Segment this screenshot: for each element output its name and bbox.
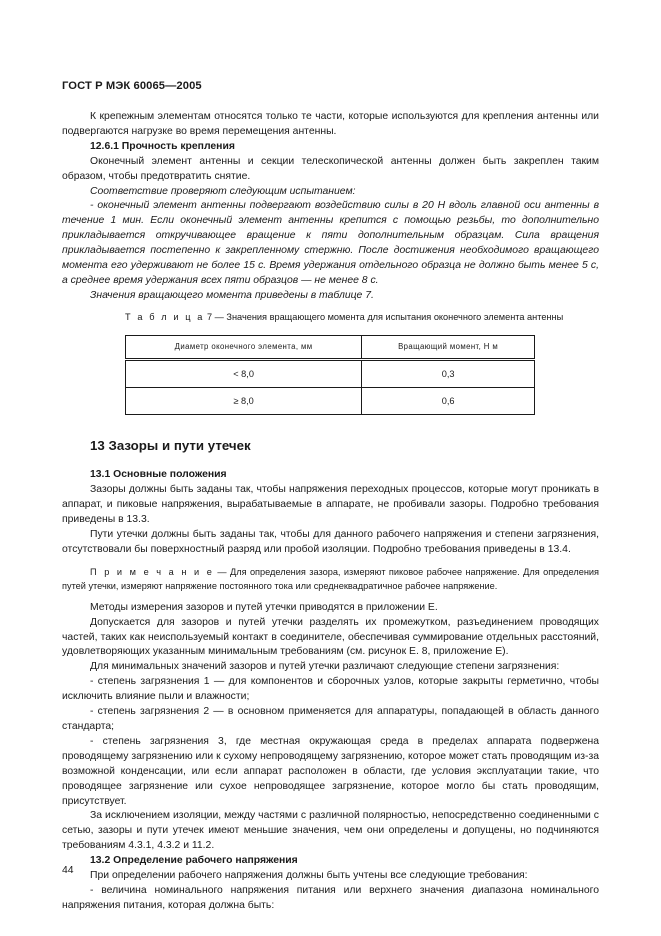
table-caption-text: 7 — Значения вращающего момента для испытания оконечного элемента антенны (204, 311, 564, 322)
paragraph: Значения вращающего момента приведены в таблице 7. (90, 289, 374, 301)
paragraph: К крепежным элементам относятся только те части, которые используются для крепления антенны или подвергаются нагрузке во время перемещения антенны. (62, 111, 599, 137)
paragraph: Оконечный элемент антенны и секции телескопической антенны должен быть закреплен таким образом, чтобы предотвратить снятие. (62, 155, 599, 182)
torque-table (125, 335, 535, 415)
table-header-diameter: Диаметр оконечного элемента, мм (126, 336, 362, 360)
paragraph: Зазоры должны быть заданы так, чтобы напряжения переходных процессов, которые могут проникать в аппарат, и пиковые напряжения, вырабатываемые в аппарате, не пробивали зазоры. Подробно требования приведены в 13.3. (62, 484, 599, 525)
section-heading-12-6-1: 12.6.1 Прочность крепления (90, 140, 235, 152)
paragraph: - степень загрязнения 1 — для компонентов и сборочных узлов, которые закрыты герметично, чтобы исключить влияние пыли и влажности; (62, 676, 599, 703)
paragraph: Для минимальных значений зазоров и путей утечки различают следующие степени загрязнения: (90, 661, 560, 673)
note (62, 565, 599, 593)
paragraph: - оконечный элемент антенны подвергают воздействию силы в 20 Н вдоль главной оси антенны в течение 1 мин. Если оконечный элемент антенны крепится с помощью резьбы, то дополнительно прикладывается откручивающее вращение к пяти дополнительным образцам. Сила вращения прикладывается постепенно к закрепленному стержню. После достижения необходимого вращающего момента его удерживают не более 15 с. Время удержания отдельного образца не должно быть менее 5 с, а среднее время удержания всех пяти образцов — не менее 8 с. (62, 200, 599, 286)
table-caption (125, 311, 599, 324)
paragraph: Соответствие проверяют следующим испытанием: (90, 185, 356, 197)
document-header: ГОСТ Р МЭК 60065—2005 (62, 80, 202, 92)
table-cell: ≥ 8,0 (126, 388, 362, 415)
table-header-torque: Вращающий момент, Н м (362, 336, 535, 360)
paragraph: - величина номинального напряжения питания или верхнего значения диапазона номинального напряжения питания, которая должна быть: (62, 884, 599, 911)
table-row (126, 360, 535, 388)
paragraph: За исключением изоляции, между частями с различной полярностью, непосредственно соединенными с сетью, зазоры и пути утечек имеют меньшие значения, чем они определены и допущены, но подчиняются требованиям 4.3.1, 4.3.2 и 11.2. (62, 810, 599, 852)
table-cell: 0,3 (362, 360, 535, 388)
paragraph: - степень загрязнения 3, где местная окружающая среда в пределах аппарата подвержена проводящему загрязнению или к сухому непроводящему загрязнению, которое может стать проводящим из-за возможной конденсации, или если аппарат расположен в области, где условия эксплуатации такие, что проводящее загрязнение или сухое непроводящее загрязнение, которое могло бы стать проводящим, присутствует. (62, 735, 599, 807)
section-heading-13-2: 13.2 Определение рабочего напряжения (90, 855, 298, 867)
paragraph: Методы измерения зазоров и путей утечки приводятся в приложении Е. (90, 601, 438, 613)
page-number: 44 (62, 865, 74, 876)
paragraph: - степень загрязнения 2 — в основном применяется для аппаратуры, попадающей в область данного стандарта; (62, 706, 599, 732)
table-row (126, 388, 535, 415)
section-heading-13: 13 Зазоры и пути утечек (90, 438, 251, 454)
table-caption-prefix: Т а б л и ц а (125, 311, 205, 322)
paragraph: Допускается для зазоров и путей утечки разделять их промежутком, разъединением проводящих частей, таких как неиспользуемый контакт в соединителе, обеспечивая суммирование отдельных расстояний, удовлетворяющих указанным минимальным требованиям (см. рисунок Е. 8, приложение Е). (62, 616, 599, 658)
paragraph: Пути утечки должны быть заданы так, чтобы для данного рабочего напряжения и степени загрязнения, отсутствовали бы поверхностный разряд или пробой изоляции. Подробно требования приведены в 13.4. (62, 528, 599, 555)
section-heading-13-1: 13.1 Основные положения (90, 469, 227, 481)
note-prefix: П р и м е ч а н и е (90, 566, 214, 577)
note-text: — Для определения зазора, измеряют пиковое рабочее напряжение. Для определения путей утечки, измеряют напряжение постоянного тока или среднеквадратичное рабочее напряжение. (62, 566, 599, 591)
page-content (62, 110, 599, 914)
table-cell: < 8,0 (126, 360, 362, 388)
table-cell: 0,6 (362, 388, 535, 415)
paragraph: При определении рабочего напряжения должны быть учтены все следующие требования: (90, 870, 528, 882)
